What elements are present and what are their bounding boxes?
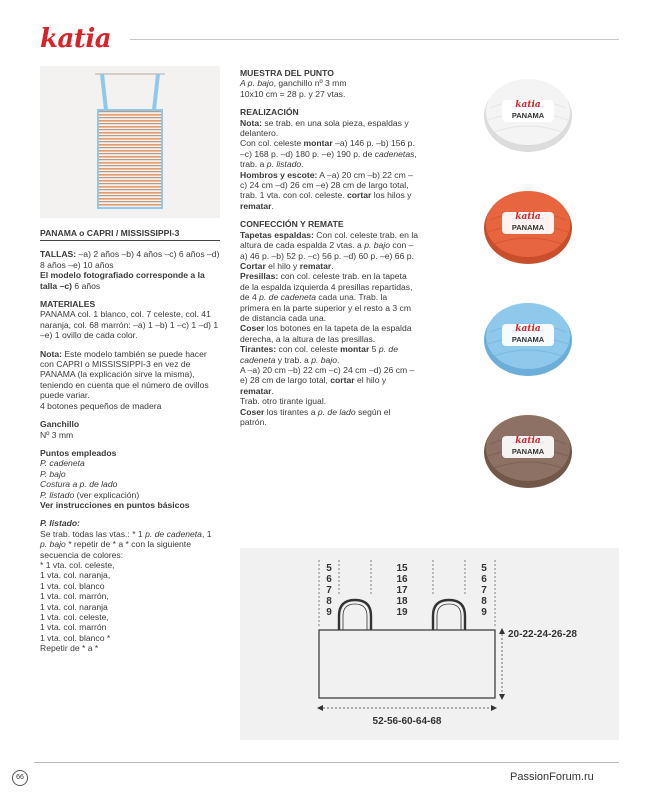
middle-column [240, 68, 418, 427]
pattern-title: PANAMA o CAPRI / MISSISSIPPI-3 [40, 228, 180, 238]
tallas-note: El modelo fotografiado corresponde a la talla –c) 6 años [40, 270, 205, 291]
schematic-svg [240, 548, 619, 740]
dim-center-3: 17 [396, 585, 408, 596]
muestra-line2: 10x10 cm = 28 p. y 27 vtas. [240, 88, 346, 99]
ganchillo-title: Ganchillo [40, 419, 80, 430]
coser-tirantes: Coser los tirantes a p. de lado según el patrón. [240, 406, 391, 427]
realizacion-montar: Con col. celeste montar –a) 146 p. –b) 156 p. –c) 168 p. –d) 180 p. –e) 190 p. de cadenetas, trab. a p. listado. [240, 138, 417, 170]
crochet-top-illustration [40, 66, 220, 218]
tallas: TALLAS: –a) 2 años –b) 4 años –c) 6 años –d) 8 años –e) 10 años [40, 249, 220, 270]
tirantes: Tirantes: con col. celeste montar 5 p. de cadeneta y trab. a p. bajo. [240, 344, 398, 365]
strap-left-inner [343, 604, 367, 630]
dim-right-3: 7 [481, 585, 487, 596]
realizacion-nota: Nota: se trab. en una sola pieza, espaldas y delantero. [240, 117, 409, 139]
listado-title: P. listado: [40, 518, 80, 529]
dim-right-1: 5 [481, 563, 487, 574]
materiales-title: MATERIALES [40, 299, 96, 310]
body-outline [319, 630, 495, 698]
dim-left-5: 9 [326, 607, 332, 618]
dim-right-5: 9 [481, 607, 487, 618]
listado-line: 1 vta. col. celeste, [40, 612, 109, 622]
punto-item: P. bajo [40, 468, 66, 479]
punto-item: P. listado (ver explicación) [40, 489, 140, 500]
width-label: 52-56-60-64-68 [372, 716, 442, 727]
yarn-label: PANAMA [511, 335, 545, 344]
left-column [40, 228, 220, 654]
nota: Nota: Este modelo también se puede hacer con CAPRI o MISSISSIPPI-3 en vez de PANAMA (la explicación sirve la misma), teniendo en cuenta que el número de ovillos puede variar. [40, 348, 209, 401]
dim-center-4: 18 [396, 596, 408, 607]
listado-line: 1 vta. col. naranja, [40, 570, 111, 581]
confeccion-title: CONFECCIÓN Y REMATE [240, 219, 344, 230]
yarn-brand: katia [515, 212, 541, 222]
listado-line: Repetir de * a * [40, 643, 99, 654]
page-number: 66 [12, 770, 28, 786]
realizacion-title: REALIZACIÓN [240, 107, 299, 118]
listado-line: 1 vta. col. naranja [40, 601, 108, 612]
listado-line: * 1 vta. col. celeste, [40, 559, 115, 570]
yarn-brand: katia [515, 100, 541, 110]
listado-intro: Se trab. todas las vtas.: * 1 p. de cadeneta, 1 p. bajo * repetir de * a * con la siguiente secuencia de colores: [40, 528, 212, 560]
dim-right-4: 8 [481, 596, 487, 607]
yarn-brand: katia [515, 324, 541, 334]
watermark-text: PassionForum.ru [510, 771, 594, 783]
dim-center-2: 16 [396, 574, 408, 585]
dim-left-1: 5 [326, 563, 332, 574]
ganchillo-text: Nº 3 mm [40, 429, 74, 440]
tirante-otro: Trab. otro tirante igual. [240, 396, 327, 407]
yarn-ball [478, 184, 578, 266]
dim-left-2: 6 [326, 574, 332, 585]
product-photo [40, 66, 220, 218]
title-underline [40, 240, 220, 241]
schematic-diagram [240, 548, 619, 740]
tirantes-largo: A –a) 20 cm –b) 22 cm –c) 24 cm –d) 26 cm –e) 28 cm de largo total, cortar el hilo y rematar. [240, 364, 415, 396]
ver-instrucciones: Ver instrucciones en puntos básicos [40, 499, 190, 510]
realizacion-hombros: Hombros y escote: A –a) 20 cm –b) 22 cm –c) 24 cm –d) 26 cm –e) 28 cm de largo total, trab. 1 vta. con col. celeste. cortar los hilos y rematar. [240, 169, 413, 211]
tapetas-cortar: Cortar el hilo y rematar. [240, 260, 334, 271]
footer-divider [34, 762, 619, 763]
yarn-brand: katia [515, 436, 541, 446]
yarn-ball [478, 296, 578, 378]
listado-line: 1 vta. col. marrón, [40, 591, 109, 602]
listado-line: 1 vta. col. marrón [40, 622, 107, 633]
puntos-title: Puntos empleados [40, 447, 117, 458]
header-divider [130, 39, 619, 40]
presillas: Presillas: con col. celeste trab. en la tapeta de la espalda izquierda 4 presillas repartidas, de 4 p. de cadeneta cada una. Trab. la primera en la parte superior y el resto a 3 cm de distancia cada una. [240, 271, 413, 323]
height-label: 20-22-24-26-28 [508, 629, 577, 640]
muestra-title: MUESTRA DEL PUNTO [240, 68, 334, 78]
listado-line: 1 vta. col. blanco * [40, 632, 111, 643]
dim-left-4: 8 [326, 596, 332, 607]
muestra-line1: A p. bajo, ganchillo nº 3 mm [240, 78, 347, 89]
yarn-ball [478, 72, 578, 154]
dim-right-2: 6 [481, 574, 487, 585]
botones: 4 botones pequeños de madera [40, 400, 162, 411]
dim-center-5: 19 [396, 607, 408, 618]
katia-logo: katia [40, 24, 112, 54]
coser-botones: Coser los botones en la tapeta de la espalda derecha, a la altura de las presillas. [240, 323, 412, 344]
yarn-label: PANAMA [511, 111, 545, 120]
materiales-text: PANAMA col. 1 blanco, col. 7 celeste, col. 41 naranja, col. 68 marrón: –a) 1 –b) 1 –c) 1 –d) 1 –e) 1 ovillo de cada color. [40, 309, 219, 341]
punto-item: P. cadeneta [40, 458, 85, 469]
listado-line: 1 vta. col. blanco [40, 580, 105, 591]
strap-right [433, 600, 465, 630]
dim-center-1: 15 [396, 563, 408, 574]
punto-item: Costura a p. de lado [40, 479, 118, 490]
yarn-label: PANAMA [511, 223, 545, 232]
yarn-ball [478, 408, 578, 490]
yarn-label: PANAMA [511, 447, 545, 456]
strap-left [339, 600, 371, 630]
strap-right-inner [437, 604, 461, 630]
tapetas: Tapetas espaldas: Con col. celeste trab. en la altura de cada espalda 2 vtas. a p. bajo con –a) 46 p. –b) 52 p. –c) 56 p. –d) 60 p. –e) 66 p. [240, 229, 419, 261]
dim-left-3: 7 [326, 585, 332, 596]
